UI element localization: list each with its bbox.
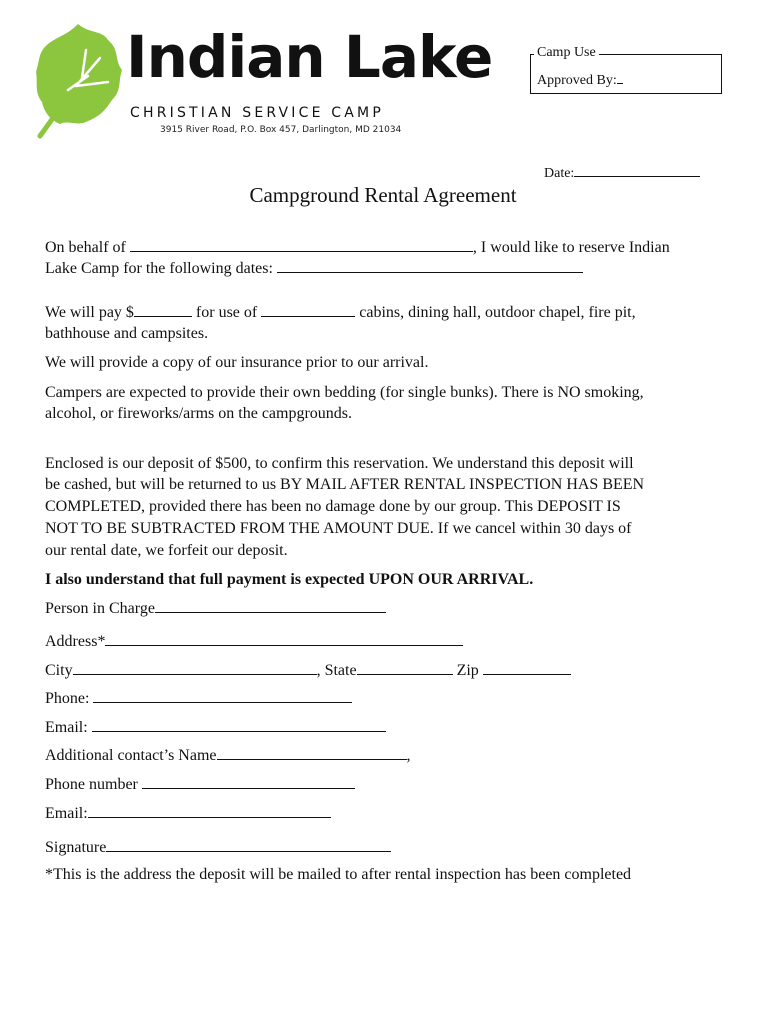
dates-blank[interactable] <box>277 257 583 273</box>
date-blank[interactable] <box>574 163 700 177</box>
phone-number-field: Phone number <box>45 773 355 796</box>
camp-logo-subtitle: CHRISTIAN SERVICE CAMP <box>130 105 384 121</box>
person-in-charge-field: Person in Charge <box>45 597 386 620</box>
deposit-line-3: COMPLETED, provided there has been no damage done by our group. This DEPOSIT IS <box>45 498 621 515</box>
approved-by-label: Approved By: <box>537 73 617 88</box>
leaf-logo-icon <box>30 20 126 140</box>
camp-use-legend: Camp Use <box>534 45 599 61</box>
rules-line-2: alcohol, or fireworks/arms on the campgrounds. <box>45 405 353 422</box>
city-blank[interactable] <box>73 659 317 675</box>
city-state-zip-field: City , State Zip <box>45 659 571 682</box>
rules-line-1: Campers are expected to provide their own bedding (for single bunks). There is NO smoking, <box>45 384 644 401</box>
insurance-text: We will provide a copy of our insurance prior to our arrival. <box>45 354 429 371</box>
dates-line: Lake Camp for the following dates: <box>45 257 583 280</box>
signature-field: Signature <box>45 836 391 859</box>
footnote: *This is the address the deposit will be mailed to after rental inspection has been completed <box>45 866 632 883</box>
email-blank[interactable] <box>92 716 386 732</box>
payment-notice: I also understand that full payment is expected UPON OUR ARRIVAL. <box>45 571 534 588</box>
phone-number-blank[interactable] <box>142 773 355 789</box>
signature-blank[interactable] <box>106 836 391 852</box>
date-field[interactable] <box>544 163 700 183</box>
organization-blank[interactable] <box>130 236 473 252</box>
phone-field: Phone: <box>45 687 352 710</box>
camp-logo-name: Indian Lake <box>126 23 493 91</box>
approved-by-field[interactable] <box>537 70 623 90</box>
deposit-line-5: our rental date, we forfeit our deposit. <box>45 542 288 559</box>
state-blank[interactable] <box>357 659 453 675</box>
email2-blank[interactable] <box>88 802 331 818</box>
payment-line-2: bathhouse and campsites. <box>45 325 209 342</box>
additional-contact-blank[interactable] <box>217 744 407 760</box>
date-label: Date: <box>544 166 575 181</box>
email-field: Email: <box>45 716 386 739</box>
person-in-charge-blank[interactable] <box>155 597 386 613</box>
phone-blank[interactable] <box>93 687 352 703</box>
deposit-line-4: NOT TO BE SUBTRACTED FROM THE AMOUNT DUE. If we cancel within 30 days of <box>45 520 632 537</box>
behalf-line: On behalf of , I would like to reserve Indian <box>45 236 670 259</box>
address-field: Address* <box>45 630 463 653</box>
camp-address: 3915 River Road, P.O. Box 457, Darlington, MD 21034 <box>160 125 402 135</box>
zip-blank[interactable] <box>483 659 571 675</box>
payment-line: We will pay $ for use of cabins, dining hall, outdoor chapel, fire pit, <box>45 301 636 324</box>
page-title: Campground Rental Agreement <box>249 183 517 207</box>
additional-contact-field: Additional contact’s Name , <box>45 744 411 767</box>
cabins-count-blank[interactable] <box>261 301 355 317</box>
email2-field: Email: <box>45 802 331 825</box>
deposit-line-1: Enclosed is our deposit of $500, to confirm this reservation. We understand this deposit will <box>45 455 634 472</box>
deposit-line-2: be cashed, but will be returned to us BY MAIL AFTER RENTAL INSPECTION HAS BEEN <box>45 476 645 493</box>
amount-blank[interactable] <box>134 301 192 317</box>
address-blank[interactable] <box>105 630 463 646</box>
